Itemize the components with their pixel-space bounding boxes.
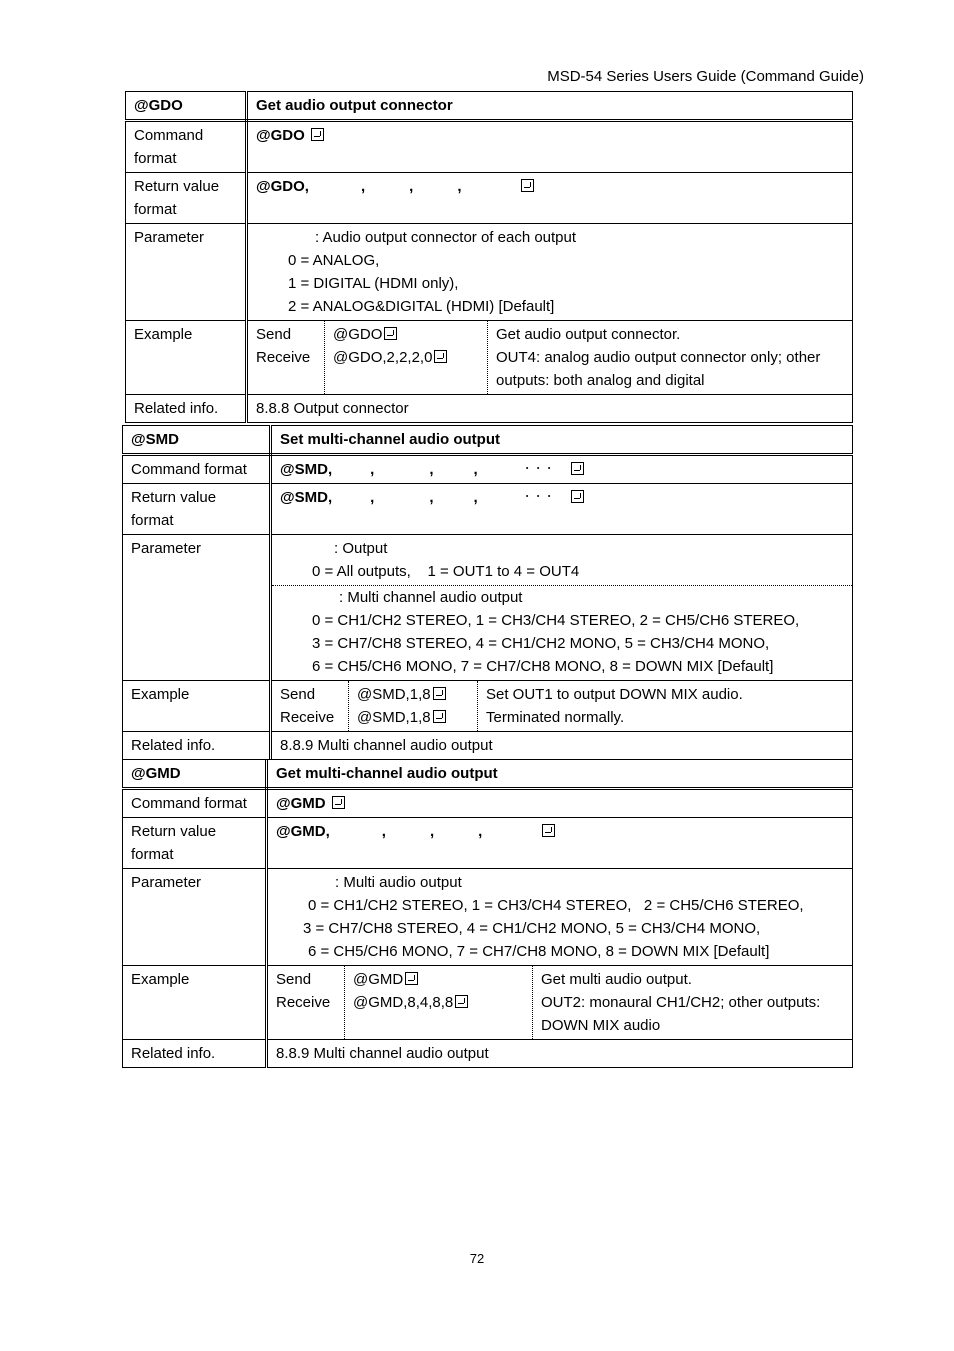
gmd-command-table — [122, 759, 853, 1068]
gdo-command-format: @GDO — [247, 121, 853, 173]
smd-parameter-label: Parameter — [123, 535, 271, 681]
enter-icon — [433, 710, 446, 723]
enter-icon — [434, 350, 447, 363]
gdo-return-format: @GDO, , , , — [247, 173, 853, 224]
smd-related-label: Related info. — [123, 732, 271, 760]
gmd-command-format-label: Command format — [123, 789, 267, 818]
gmd-return-format: @GMD, , , , — [267, 818, 853, 869]
gdo-example: Send Receive @GDO @GDO,2,2,2,0 Get audio output connector. OUT4: analog audio output connector only; other outputs: both analog and digital — [247, 321, 853, 395]
enter-icon — [521, 179, 534, 192]
gmd-code: @GMD — [123, 760, 267, 789]
enter-icon — [571, 462, 584, 475]
smd-command-format-label: Command format — [123, 455, 271, 484]
gdo-return-label: Return value format — [126, 173, 247, 224]
enter-icon — [571, 490, 584, 503]
gmd-example-label: Example — [123, 966, 267, 1040]
gdo-related-label: Related info. — [126, 395, 247, 423]
smd-command-format: @SMD, , , , ・・・ — [271, 455, 853, 484]
enter-icon — [384, 327, 397, 340]
gmd-parameter: : Multi audio output 0 = CH1/CH2 STEREO, 1 = CH3/CH4 STEREO, 2 = CH5/CH6 STEREO, 3 = CH7/CH8 STEREO, 4 = CH1/CH2 MONO, 5 = CH3/CH4 MONO, 6 = CH5/CH6 MONO, 7 = CH7/CH8 MONO, 8 = DOWN MIX [Default] — [267, 869, 853, 966]
gdo-title: Get audio output connector — [247, 92, 853, 121]
gdo-command-table — [125, 91, 853, 423]
gmd-related-label: Related info. — [123, 1040, 267, 1068]
gmd-related: 8.8.9 Multi channel audio output — [267, 1040, 853, 1068]
smd-related: 8.8.9 Multi channel audio output — [271, 732, 853, 760]
document-header: MSD-54 Series Users Guide (Command Guide) — [547, 68, 864, 85]
gdo-related: 8.8.8 Output connector — [247, 395, 853, 423]
smd-parameter: : Output 0 = All outputs, 1 = OUT1 to 4 = OUT4 : Multi channel audio output 0 = CH1/CH2 STEREO, 1 = CH3/CH4 STEREO, 2 = CH5/CH6 STEREO, 3 = CH7/CH8 STEREO, 4 = CH1/CH2 MONO, 5 = CH3/CH4 MONO, 6 = CH5/CH6 MONO, 7 = CH7/CH8 MONO, 8 = DOWN MIX [Default] — [271, 535, 853, 681]
page-number: 72 — [469, 1251, 485, 1266]
enter-icon — [311, 128, 324, 141]
smd-example-label: Example — [123, 681, 271, 732]
gdo-parameter-label: Parameter — [126, 224, 247, 321]
gdo-code: @GDO — [126, 92, 247, 121]
gmd-title: Get multi-channel audio output — [267, 760, 853, 789]
smd-return-format: @SMD, , , , ・・・ — [271, 484, 853, 535]
smd-command-table — [122, 425, 853, 760]
enter-icon — [405, 972, 418, 985]
gmd-command-format: @GMD — [267, 789, 853, 818]
smd-code: @SMD — [123, 426, 271, 455]
smd-title: Set multi-channel audio output — [271, 426, 853, 455]
enter-icon — [433, 687, 446, 700]
enter-icon — [332, 796, 345, 809]
gmd-parameter-label: Parameter — [123, 869, 267, 966]
gmd-return-label: Return value format — [123, 818, 267, 869]
smd-return-label: Return value format — [123, 484, 271, 535]
gdo-example-label: Example — [126, 321, 247, 395]
gmd-example: Send Receive @GMD @GMD,8,4,8,8 Get multi audio output. OUT2: monaural CH1/CH2; other outputs: DOWN MIX audio — [267, 966, 853, 1040]
enter-icon — [455, 995, 468, 1008]
gdo-parameter: : Audio output connector of each output 0 = ANALOG, 1 = DIGITAL (HDMI only), 2 = ANALOG&DIGITAL (HDMI) [Default] — [247, 224, 853, 321]
enter-icon — [542, 824, 555, 837]
smd-example: Send Receive @SMD,1,8 @SMD,1,8 Set OUT1 to output DOWN MIX audio. Terminated normally. — [271, 681, 853, 732]
gdo-command-format-label: Command format — [126, 121, 247, 173]
